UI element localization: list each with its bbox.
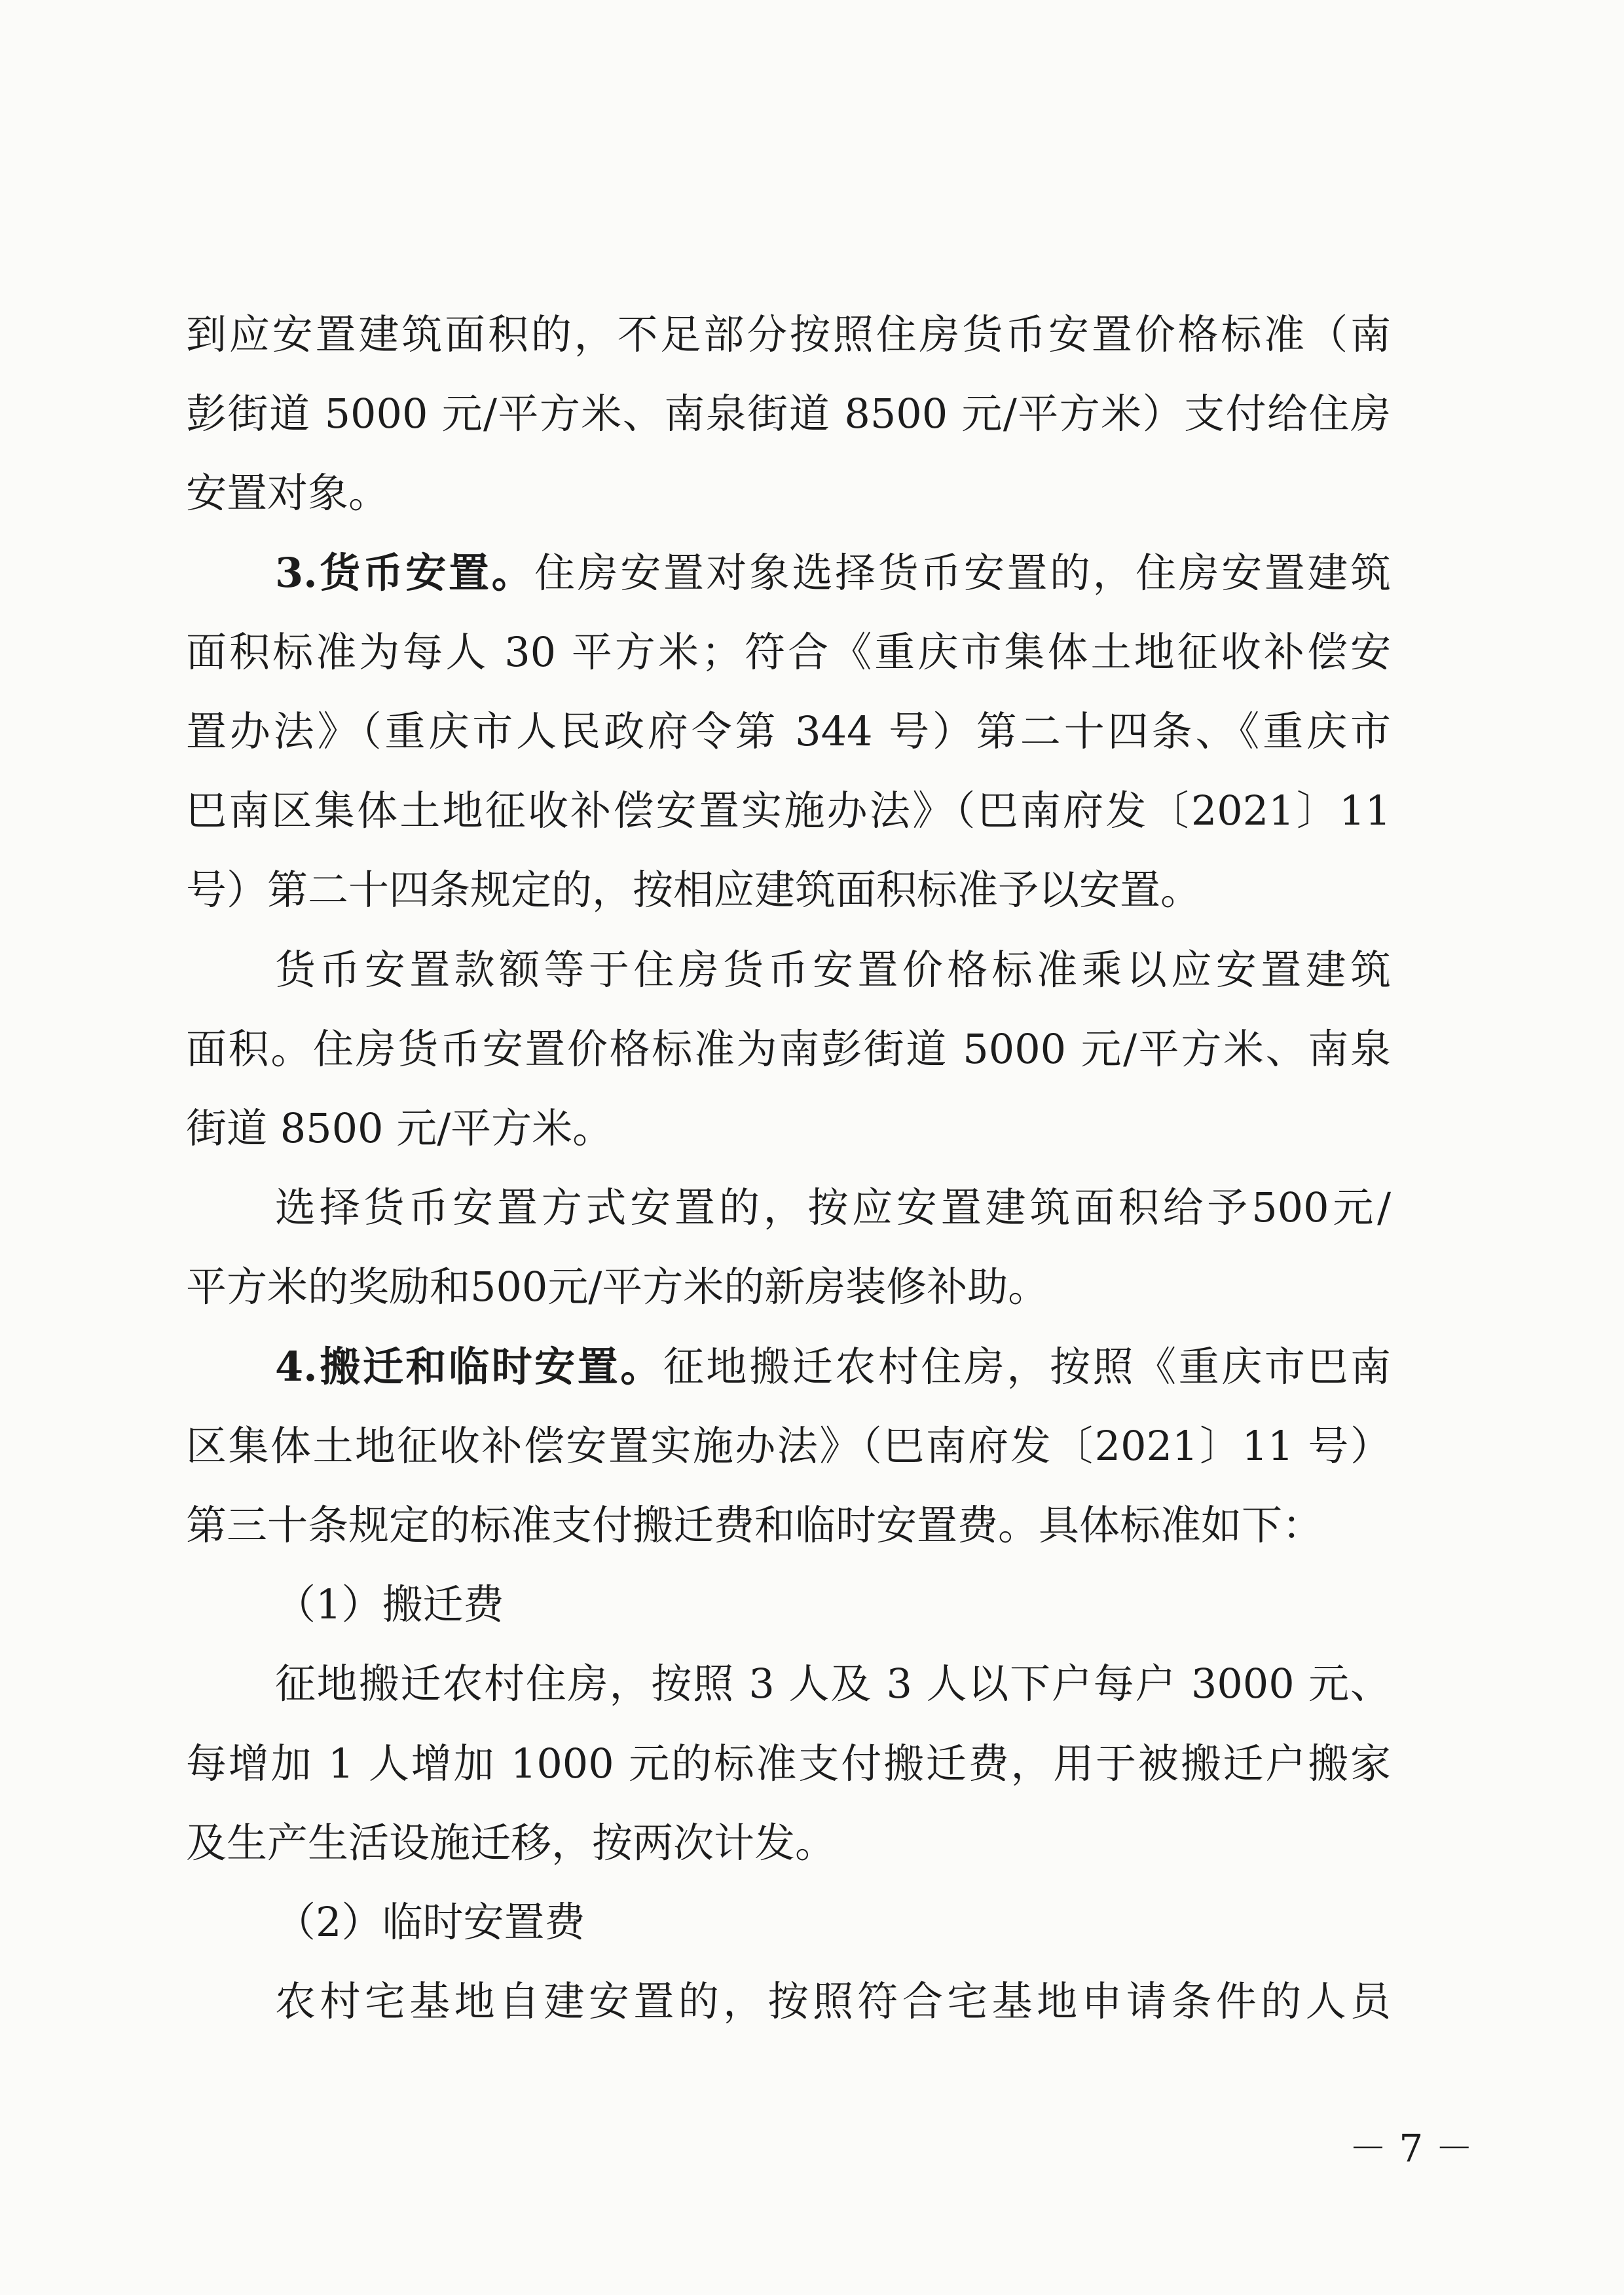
paragraph-line: 每增加 1 人增加 1000 元的标准支付搬迁费，用于被搬迁户搬家 (186, 1740, 1391, 1787)
paragraph-line: 到应安置建筑面积的，不足部分按照住房货币安置价格标准（南 (186, 310, 1391, 358)
paragraph-line: 及生产生活设施迁移，按两次计发。 (186, 1819, 836, 1867)
paragraph-line: 安置对象。 (186, 469, 390, 517)
paragraph-line: 第三十条规定的标准支付搬迁费和临时安置费。具体标准如下： (186, 1501, 1323, 1549)
paragraph-line: 征地搬迁农村住房，按照 3 人及 3 人以下户每户 3000 元、 (275, 1660, 1391, 1707)
paragraph-line: 3.货币安置。住房安置对象选择货币安置的，住房安置建筑 (275, 549, 1391, 597)
paragraph-line: 面积。住房货币安置价格标准为南彭街道 5000 元/平方米、南泉 (186, 1025, 1391, 1073)
paragraph-line: 号）第二十四条规定的，按相应建筑面积标准予以安置。 (186, 866, 1202, 914)
paragraph-line: 4.搬迁和临时安置。征地搬迁农村住房，按照《重庆市巴南 (275, 1343, 1391, 1390)
paragraph-line: 选择货币安置方式安置的，按应安置建筑面积给予500元/ (275, 1184, 1391, 1231)
paragraph-line: 置办法》（重庆市人民政府令第 344 号）第二十四条、《重庆市 (186, 707, 1391, 755)
paragraph-line: 彭街道 5000 元/平方米、南泉街道 8500 元/平方米）支付给住房 (186, 390, 1391, 438)
paragraph-line: 面积标准为每人 30 平方米；符合《重庆市集体土地征收补偿安 (186, 628, 1391, 676)
section-heading: 3.货币安置。 (275, 549, 535, 597)
subheading: （1）搬迁费 (275, 1580, 504, 1628)
section-heading: 4.搬迁和临时安置。 (275, 1343, 663, 1390)
page-number: － 7 － (1349, 2126, 1473, 2171)
paragraph-line: 货币安置款额等于住房货币安置价格标准乘以应安置建筑 (275, 946, 1391, 994)
paragraph-line: 农村宅基地自建安置的，按照符合宅基地申请条件的人员 (275, 1977, 1391, 2025)
paragraph-line: 区集体土地征收补偿安置实施办法》（巴南府发〔2021〕11 号） (186, 1422, 1391, 1470)
paragraph-line: 街道 8500 元/平方米。 (186, 1104, 614, 1152)
paragraph-line: 平方米的奖励和500元/平方米的新房装修补助。 (186, 1263, 1049, 1311)
subheading: （2）临时安置费 (275, 1898, 585, 1946)
paragraph-line: 巴南区集体土地征收补偿安置实施办法》（巴南府发〔2021〕11 (186, 787, 1391, 834)
